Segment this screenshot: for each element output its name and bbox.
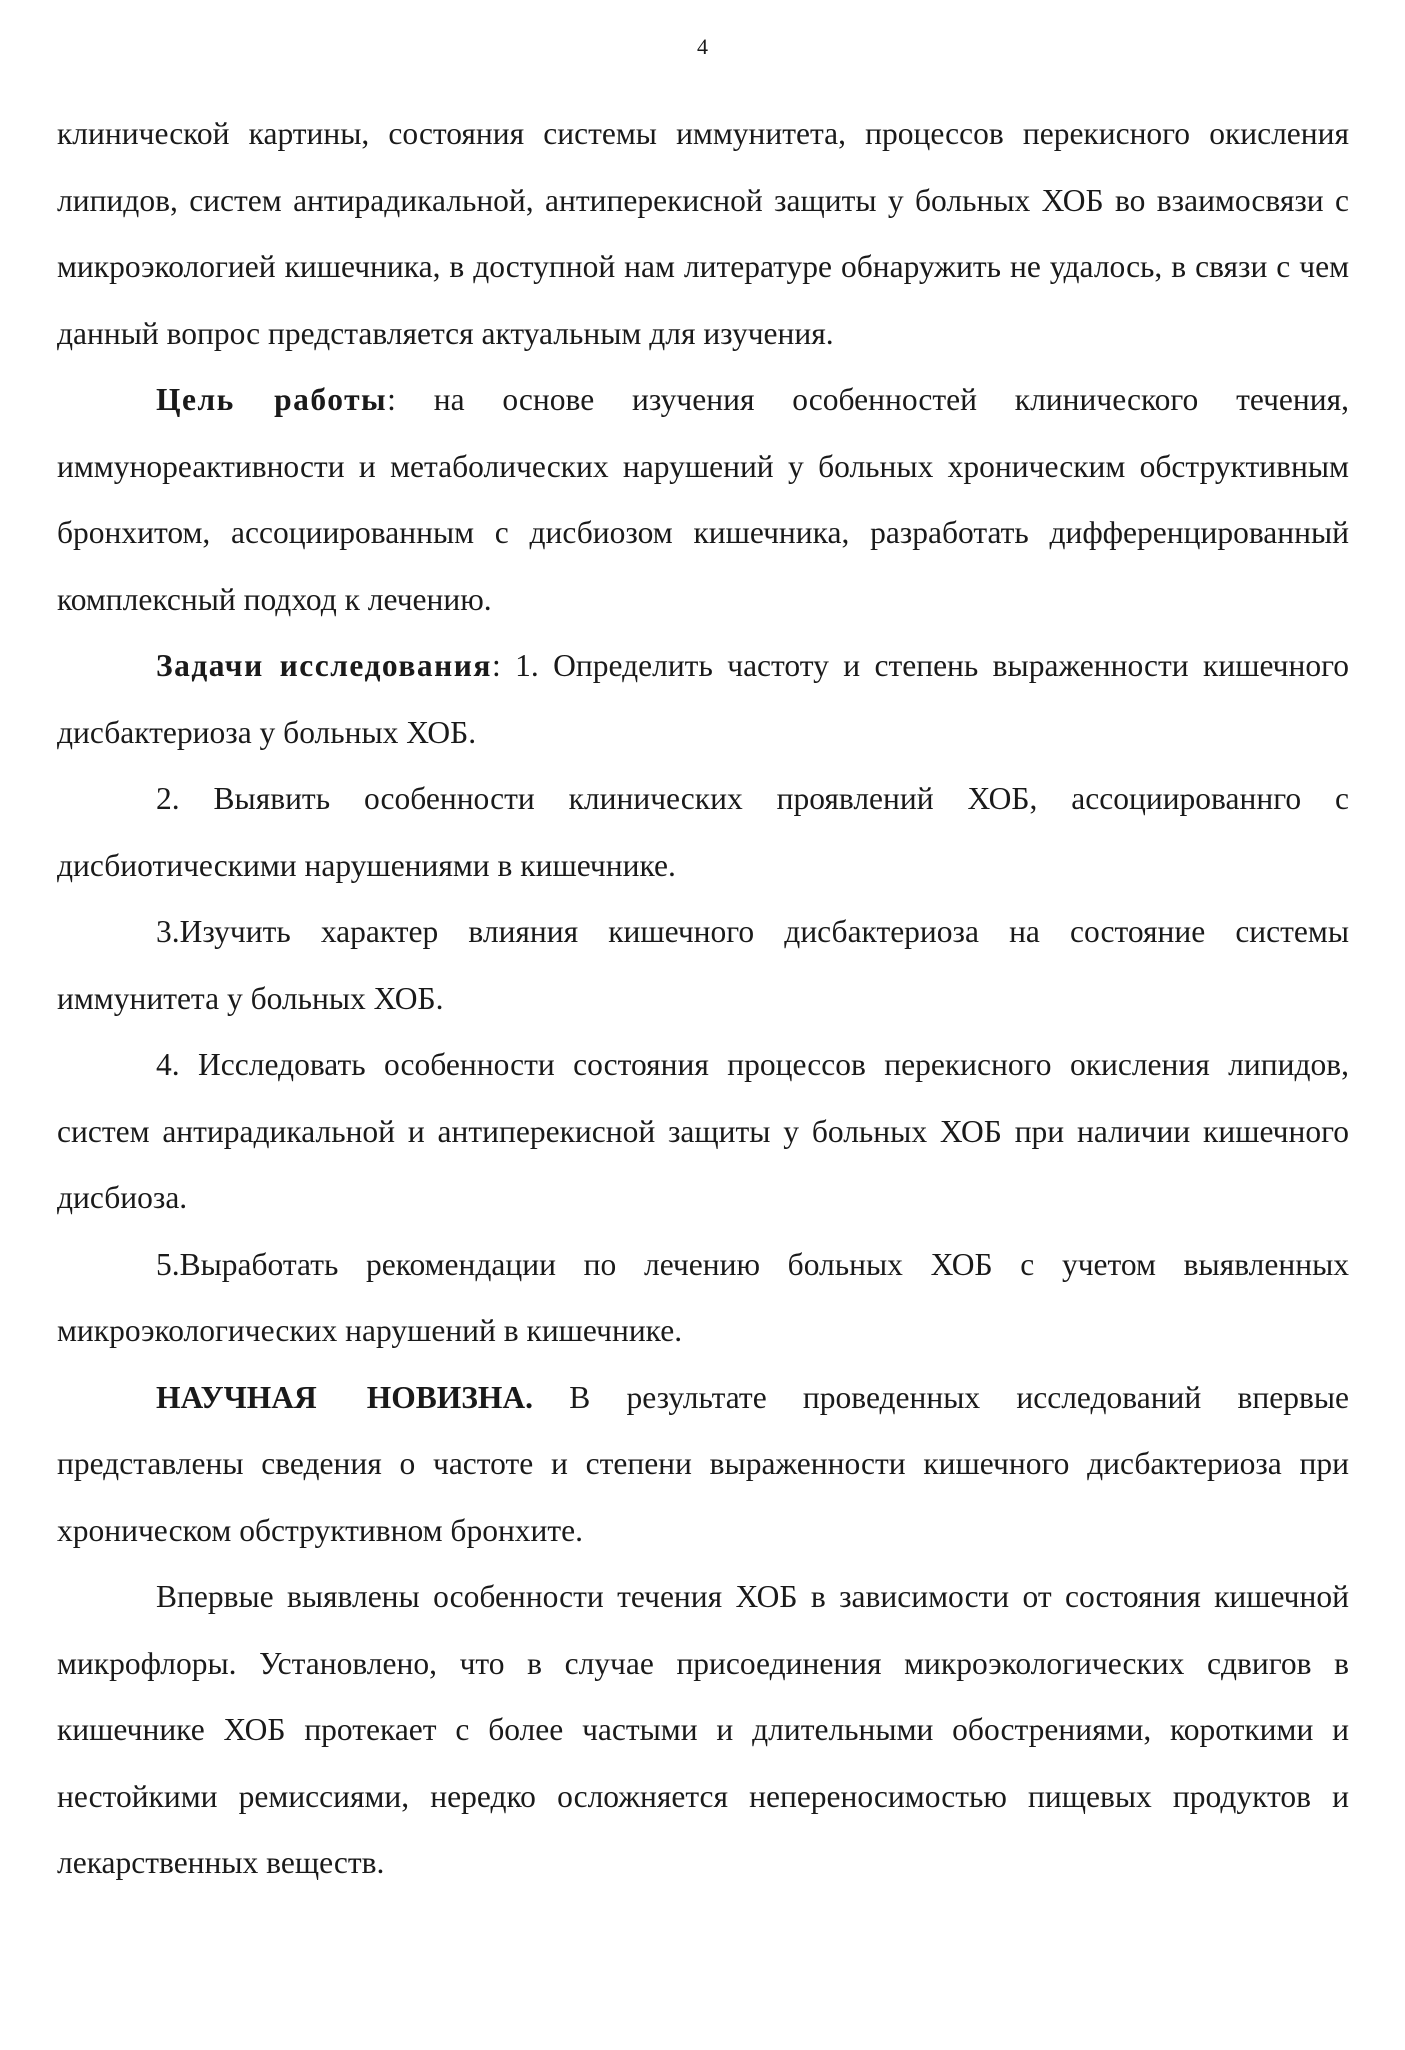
novelty-heading-word-2: НОВИЗНА. bbox=[366, 1379, 533, 1415]
novelty-paragraph bbox=[57, 1365, 1349, 1565]
goal-label: Цель работы bbox=[156, 382, 388, 417]
task-4-paragraph: 4. Исследовать особенности состояния процессов перекисного окисления липидов, систем антирадикальной и антиперекисной защиты у больных ХОБ при наличии кишечного дисбиоза. bbox=[57, 1047, 1349, 1215]
tasks-label: Задачи исследования bbox=[156, 648, 492, 683]
goal-paragraph bbox=[57, 367, 1349, 633]
task-3-paragraph: 3.Изучить характер влияния кишечного дисбактериоза на состояние системы иммунитета у больных ХОБ. bbox=[57, 914, 1349, 1016]
novelty-text: В результате проведенных исследований впервые представлены сведения о частоте и степени выраженности кишечного дисбактериоза при хроническом обструктивном бронхите. bbox=[57, 1379, 1349, 1548]
intro-paragraph: клинической картины, состояния системы иммунитета, процессов перекисного окисления липидов, систем антирадикальной, антиперекисной защиты у больных ХОБ во взаимосвязи с микроэкологией кишечника, в доступной нам литературе обнаружить не удалось, в связи с чем данный вопрос представляется актуальным для изучения. bbox=[57, 116, 1349, 351]
goal-text: : на основе изучения особенностей клинического течения, иммунореактивности и метаболических нарушений у больных хроническим обструктивным бронхитом, ассоциированным с дисбиозом кишечника, разработать дифференцированный комплексный подход к лечению. bbox=[57, 382, 1349, 617]
findings-paragraph: Впервые выявлены особенности течения ХОБ в зависимости от состояния кишечной микрофлоры. Установлено, что в случае присоединения микроэкологических сдвигов в кишечнике ХОБ протекает с более частыми и длительными обострениями, короткими и нестойкими ремиссиями, нередко осложняется непереносимостью пищевых продуктов и лекарственных веществ. bbox=[57, 1579, 1349, 1880]
document-body bbox=[57, 101, 1349, 1897]
tasks-paragraph bbox=[57, 633, 1349, 766]
page-number: 4 bbox=[697, 34, 708, 59]
task-5-paragraph: 5.Выработать рекомендации по лечению больных ХОБ с учетом выявленных микроэкологических нарушений в кишечнике. bbox=[57, 1246, 1349, 1348]
task-1-text: : 1. Определить частоту и степень выраженности кишечного дисбактериоза у больных ХОБ. bbox=[57, 648, 1349, 750]
novelty-heading-word-1: НАУЧНАЯ bbox=[156, 1379, 317, 1415]
task-2-paragraph: 2. Выявить особенности клинических проявлений ХОБ, ассоциированнго с дисбиотическими нарушениями в кишечнике. bbox=[57, 781, 1349, 883]
